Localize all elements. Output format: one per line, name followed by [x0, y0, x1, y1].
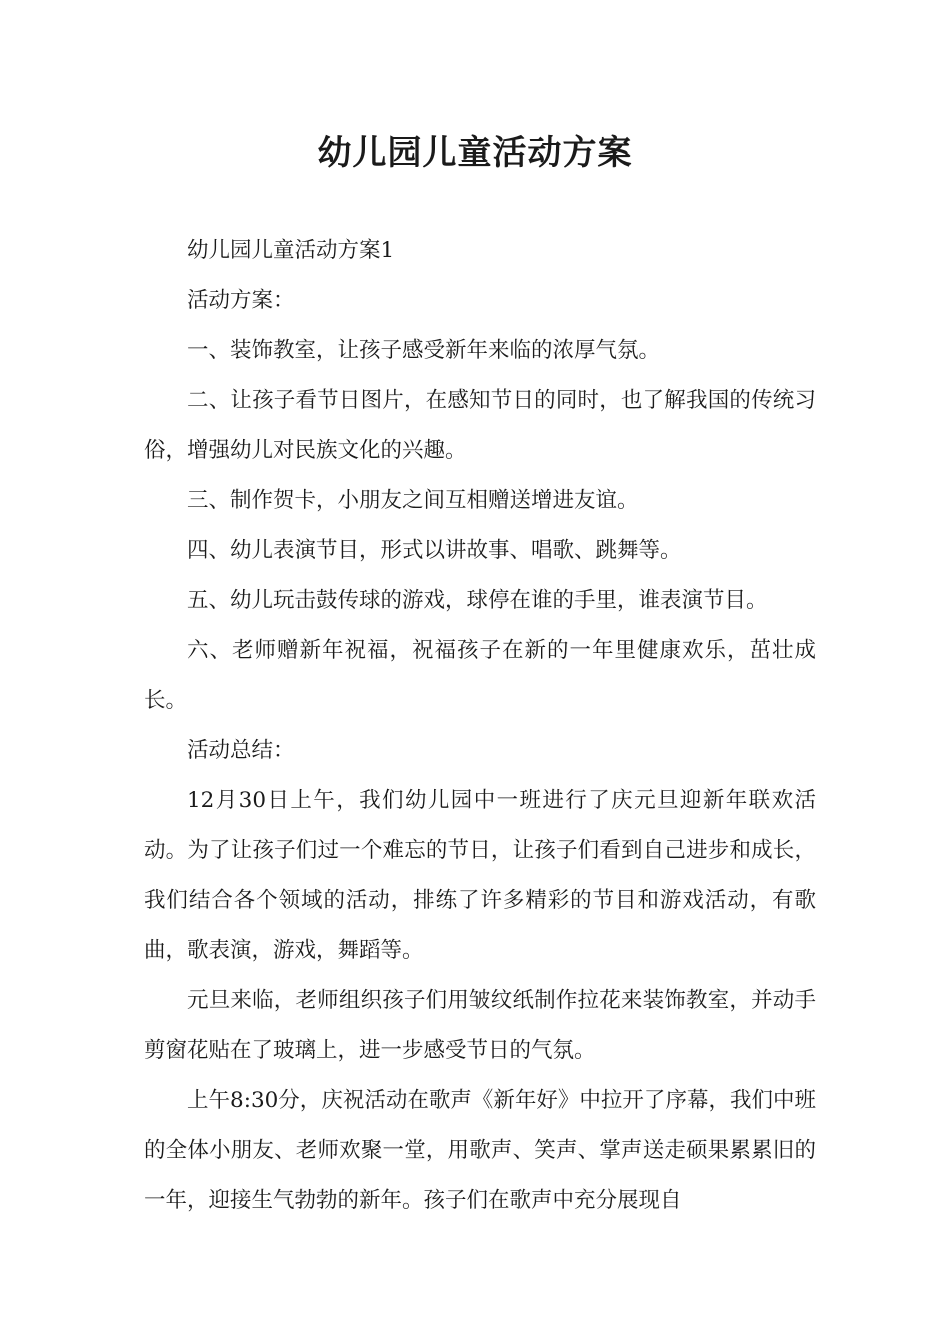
paragraph: 活动方案：: [187, 288, 295, 313]
document-body: [144, 226, 816, 1226]
paragraph: 六、老师赠新年祝福，祝福孩子在新的一年里健康欢乐，茁壮成长。: [144, 638, 816, 713]
paragraph: 12月30日上午，我们幼儿园中一班进行了庆元旦迎新年联欢活动。为了让孩子们过一个难忘的节日，让孩子们看到自己进步和成长，我们结合各个领域的活动，排练了许多精彩的节目和游戏活动，有歌曲，歌表演，游戏，舞蹈等。: [144, 788, 816, 963]
paragraph: 四、幼儿表演节目，形式以讲故事、唱歌、跳舞等。: [187, 538, 682, 563]
paragraph: 三、制作贺卡，小朋友之间互相赠送增进友谊。: [187, 488, 639, 513]
paragraph: 活动总结：: [187, 738, 295, 763]
document-title: 幼儿园儿童活动方案: [317, 133, 633, 173]
paragraph: 一、装饰教室，让孩子感受新年来临的浓厚气氛。: [187, 338, 661, 363]
paragraph: 上午8:30分，庆祝活动在歌声《新年好》中拉开了序幕，我们中班的全体小朋友、老师欢聚一堂，用歌声、笑声、掌声送走硕果累累旧的一年，迎接生气勃勃的新年。孩子们在歌声中充分展现自: [144, 1088, 816, 1213]
section-heading: 幼儿园儿童活动方案1: [187, 238, 395, 263]
paragraph: 元旦来临，老师组织孩子们用皱纹纸制作拉花来装饰教室，并动手剪窗花贴在了玻璃上，进一步感受节日的气氛。: [144, 988, 816, 1063]
paragraph: 二、让孩子看节日图片，在感知节日的同时，也了解我国的传统习俗，增强幼儿对民族文化的兴趣。: [144, 388, 816, 463]
paragraph: 五、幼儿玩击鼓传球的游戏，球停在谁的手里，谁表演节目。: [187, 588, 768, 613]
